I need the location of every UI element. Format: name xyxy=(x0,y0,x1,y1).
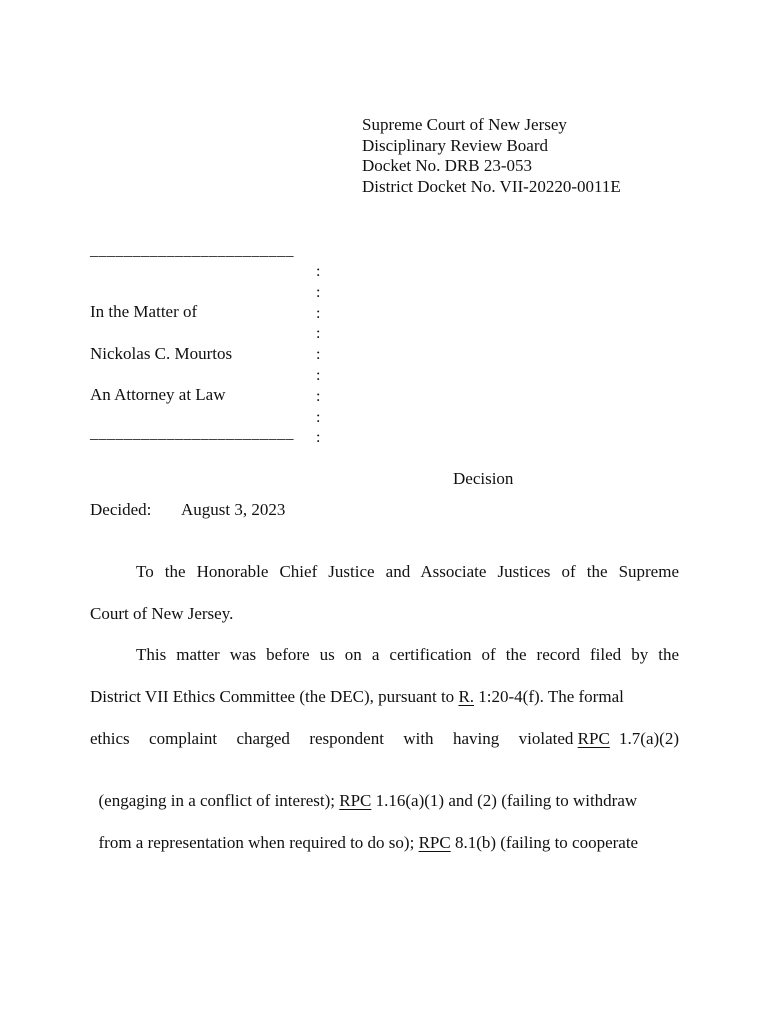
court-header xyxy=(362,115,621,197)
decided-label: Decided: xyxy=(90,500,152,519)
caption-colon: : xyxy=(316,304,321,322)
caption-colon: : xyxy=(316,346,321,364)
paragraph-line-5 xyxy=(90,813,679,853)
caption-colon: : xyxy=(316,283,321,301)
board-name: Disciplinary Review Board xyxy=(362,135,549,155)
paragraph-line-4 xyxy=(90,771,679,811)
rpc-citation: RPC xyxy=(339,791,372,810)
caption-colon-column xyxy=(316,262,320,449)
respondent-name: Nickolas C. Mourtos xyxy=(90,344,233,363)
salutation-line-2: Court of New Jersey. xyxy=(90,604,234,623)
caption-colon: : xyxy=(316,387,321,405)
line-text: ethics complaint charged respondent with having violated xyxy=(90,729,578,748)
respondent-role: An Attorney at Law xyxy=(90,385,226,404)
rpc-citation: RPC xyxy=(418,833,451,852)
caption-colon: : xyxy=(316,325,321,343)
line-text: 1.16(a)(1) and (2) (failing to withdraw xyxy=(371,791,638,810)
caption-colon: : xyxy=(316,429,321,447)
caption-colon: : xyxy=(316,366,321,384)
line-text: from a representation when required to do so); xyxy=(98,833,419,852)
line-text: 8.1(b) (failing to cooperate xyxy=(450,833,639,852)
caption-top-rule: ________________________ xyxy=(90,242,294,259)
caption-colon: : xyxy=(316,408,321,426)
decision-heading: Decision xyxy=(453,469,514,488)
rule-citation: R. xyxy=(458,687,475,706)
decided-date: August 3, 2023 xyxy=(181,500,286,519)
court-name: Supreme Court of New Jersey xyxy=(362,115,567,134)
line-text: (engaging in a conflict of interest); xyxy=(98,791,340,810)
line-text: 1.7(a)(2) xyxy=(614,729,679,748)
in-the-matter-of: In the Matter of xyxy=(90,302,198,321)
district-docket-number: District Docket No. VII-20220-0011E xyxy=(362,176,621,196)
line-text: 1:20-4(f). The formal xyxy=(474,687,624,706)
rpc-citation: RPC xyxy=(577,729,610,748)
line-text: District VII Ethics Committee (the DEC), pursuant to xyxy=(90,687,459,706)
salutation-line-1: To the Honorable Chief Justice and Associate Justices of the Supreme xyxy=(136,562,679,581)
paragraph-line-2 xyxy=(90,687,679,707)
caption-colon: : xyxy=(316,263,321,280)
paragraph-line-3 xyxy=(90,729,679,749)
paragraph-line-1: This matter was before us on a certification of the record filed by the xyxy=(136,645,679,664)
docket-number: Docket No. DRB 23-053 xyxy=(362,156,532,175)
caption-bottom-rule: ________________________ xyxy=(90,425,294,442)
